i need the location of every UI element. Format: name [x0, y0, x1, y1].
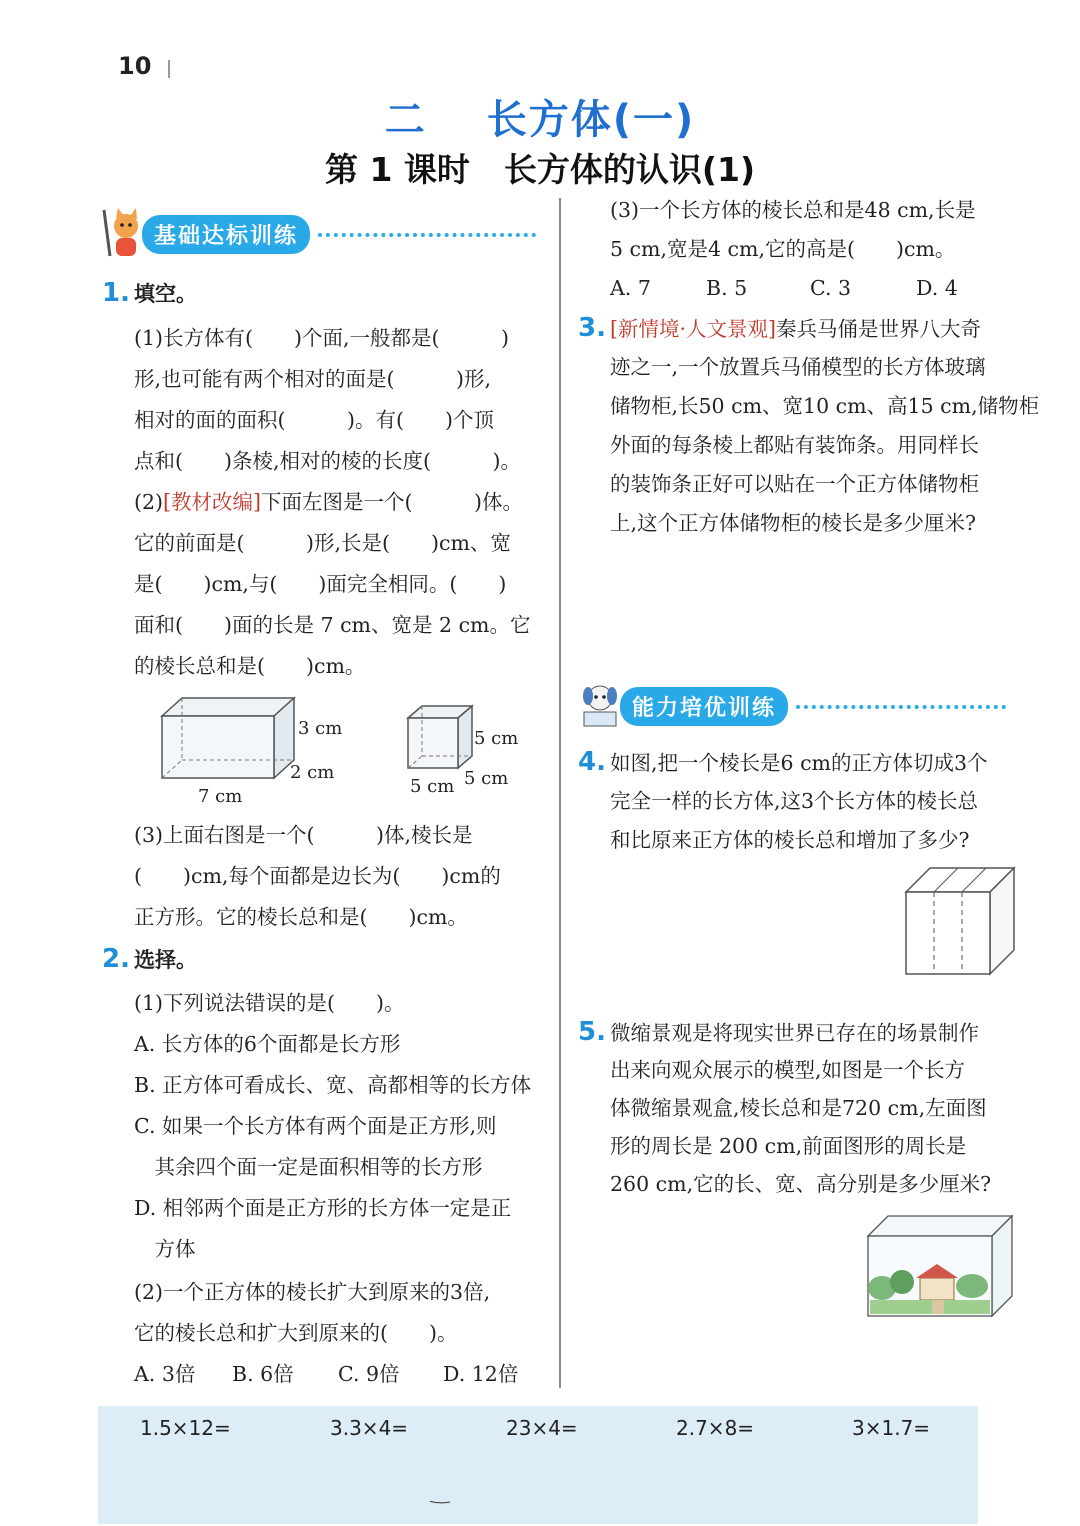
question-heading: 选择。: [134, 947, 197, 972]
question-2-header: [102, 944, 197, 974]
cube-figure: [408, 706, 518, 797]
calculation-item: 2.7×8=: [676, 1416, 755, 1440]
q2-option: A. 7: [610, 276, 651, 300]
q2-option: C. 3: [810, 276, 852, 300]
dotted-line: [318, 233, 536, 237]
calculation-item: 3.3×4=: [330, 1416, 409, 1440]
q2-option: B. 6倍: [232, 1362, 294, 1386]
question-1-header: [102, 278, 197, 308]
calculation-item: 23×4=: [506, 1416, 578, 1440]
q2-option: C. 9倍: [338, 1362, 400, 1386]
q3-line: 上,这个正方体储物柜的棱长是多少厘米?: [610, 511, 977, 535]
calculation-item: 3×1.7=: [852, 1416, 931, 1440]
q3-line: 迹之一,一个放置兵马俑模型的长方体玻璃: [610, 355, 986, 379]
cube-edge-label: 5 cm: [410, 776, 455, 797]
q2-line: (3)一个长方体的棱长总和是48 cm,长是: [610, 198, 976, 222]
q4-line: 完全一样的长方体,这3个长方体的棱长总: [610, 789, 979, 813]
question-number: 5.: [578, 1017, 606, 1047]
lesson-number: 第 1 课时: [324, 150, 470, 189]
unit-number: 二: [384, 97, 427, 143]
q1-part2-first-line: [134, 482, 523, 523]
calculation-item: 1.5×12=: [140, 1416, 231, 1440]
question-number: 1.: [102, 278, 130, 308]
cat-mascot-icon: [100, 208, 142, 260]
unit-title: [0, 88, 1080, 145]
question-number: 2.: [102, 944, 130, 974]
source-tag: [教材改编]: [163, 490, 262, 514]
q5-line: 出来向观众展示的模型,如图是一个长方: [610, 1058, 966, 1082]
question-number: 3.: [578, 313, 606, 343]
q3-line: 外面的每条棱上都贴有装饰条。用同样长: [610, 433, 979, 457]
cube-edge-label: 5 cm: [464, 768, 509, 789]
question-heading: 填空。: [134, 281, 197, 306]
q2-line: (1)下列说法错误的是( )。: [134, 991, 405, 1015]
q4-line: 和比原来正方体的棱长总和增加了多少?: [610, 828, 970, 852]
q2-line: (2)一个正方体的棱长扩大到原来的3倍,: [134, 1280, 491, 1304]
miniature-box-figure: [862, 1212, 1018, 1320]
pen-mark: [425, 1500, 455, 1504]
q2-option: B. 5: [706, 276, 748, 300]
cuboid-length-label: 7 cm: [198, 786, 243, 807]
q2-option: A. 长方体的6个面都是长方形: [134, 1032, 401, 1056]
unit-name: 长方体(一): [486, 97, 696, 143]
q4-first-line: [578, 742, 988, 784]
q2-option: 方体: [134, 1237, 196, 1261]
lesson-title: [0, 144, 1080, 191]
q2-option: C. 如果一个长方体有两个面是正方形,则: [134, 1114, 497, 1138]
dog-mascot-icon: [578, 680, 620, 732]
q3-line: 储物柜,长50 cm、宽10 cm、高15 cm,储物柜: [610, 394, 1040, 418]
page-number: 10: [118, 52, 152, 80]
cube-edge-label: 5 cm: [474, 728, 519, 749]
q5-line: 体微缩景观盒,棱长总和是720 cm,左面图: [610, 1096, 987, 1120]
q1-line: (1)长方体有( )个面,一般都是( ): [134, 326, 510, 350]
cut-cube-figure: [900, 862, 1020, 982]
q2-option: D. 相邻两个面是正方形的长方体一定是正: [134, 1196, 512, 1220]
q5-first-line: [578, 1012, 979, 1054]
cuboid-width-label: 2 cm: [290, 762, 335, 783]
section-title-basic: 基础达标训练: [142, 215, 310, 254]
question-number: 4.: [578, 747, 606, 777]
q2-line: 它的棱长总和扩大到原来的( )。: [134, 1321, 458, 1345]
q2-option: A. 3倍: [134, 1362, 196, 1386]
q5-text: 微缩景观是将现实世界已存在的场景制作: [610, 1021, 979, 1045]
q1-line: 形,也可能有两个相对的面是( )形,: [134, 367, 492, 391]
q2-line: 5 cm,宽是4 cm,它的高是( )cm。: [610, 237, 956, 261]
q3-text: 秦兵马俑是世界八大奇: [776, 317, 982, 341]
q4-text: 如图,把一个棱长是6 cm的正方体切成3个: [610, 751, 988, 775]
cuboid-height-label: 3 cm: [298, 718, 343, 739]
q1-line: 点和( )条棱,相对的棱的长度( )。: [134, 449, 522, 473]
page-number-divider: [168, 60, 170, 78]
q1-line: 是( )cm,与( )面完全相同。( ): [134, 572, 507, 596]
q1-line: ( )cm,每个面都是边长为( )cm的: [134, 864, 501, 888]
q1-line: 相对的面的面积( )。有( )个顶: [134, 408, 494, 432]
q1-line: 的棱长总和是( )cm。: [134, 654, 366, 678]
lesson-name: 长方体的认识(1): [503, 150, 756, 189]
q2-option: D. 4: [916, 276, 958, 300]
cuboid-figure: [162, 698, 342, 807]
q2-option: D. 12倍: [443, 1362, 519, 1386]
q1-part2-text: 下面左图是一个( )体。: [261, 490, 524, 514]
q1-line: 面和( )面的长是 7 cm、宽是 2 cm。它: [134, 613, 531, 637]
source-tag: [新情境·人文景观]: [610, 317, 777, 341]
dotted-line: [796, 705, 1006, 709]
section-title-advanced: 能力培优训练: [620, 687, 788, 726]
q2-option: B. 正方体可看成长、宽、高都相等的长方体: [134, 1073, 532, 1097]
cuboid-figures: [150, 694, 530, 810]
q1-line: 它的前面是( )形,长是( )cm、宽: [134, 531, 511, 555]
q1-line: 正方形。它的棱长总和是( )cm。: [134, 905, 468, 929]
q2-option: 其余四个面一定是面积相等的长方形: [134, 1155, 483, 1179]
q1-line: (3)上面右图是一个( )体,棱长是: [134, 823, 473, 847]
q3-line: 的装饰条正好可以贴在一个正方体储物柜: [610, 472, 979, 496]
column-divider: [559, 198, 561, 1388]
q5-line: 260 cm,它的长、宽、高分别是多少厘米?: [610, 1172, 992, 1196]
q1-part2-prefix: (2): [134, 490, 164, 514]
section-banner-basic: [100, 214, 536, 254]
q3-first-line: [578, 308, 981, 350]
section-banner-advanced: [578, 686, 1006, 726]
q5-line: 形的周长是 200 cm,前面图形的周长是: [610, 1134, 967, 1158]
